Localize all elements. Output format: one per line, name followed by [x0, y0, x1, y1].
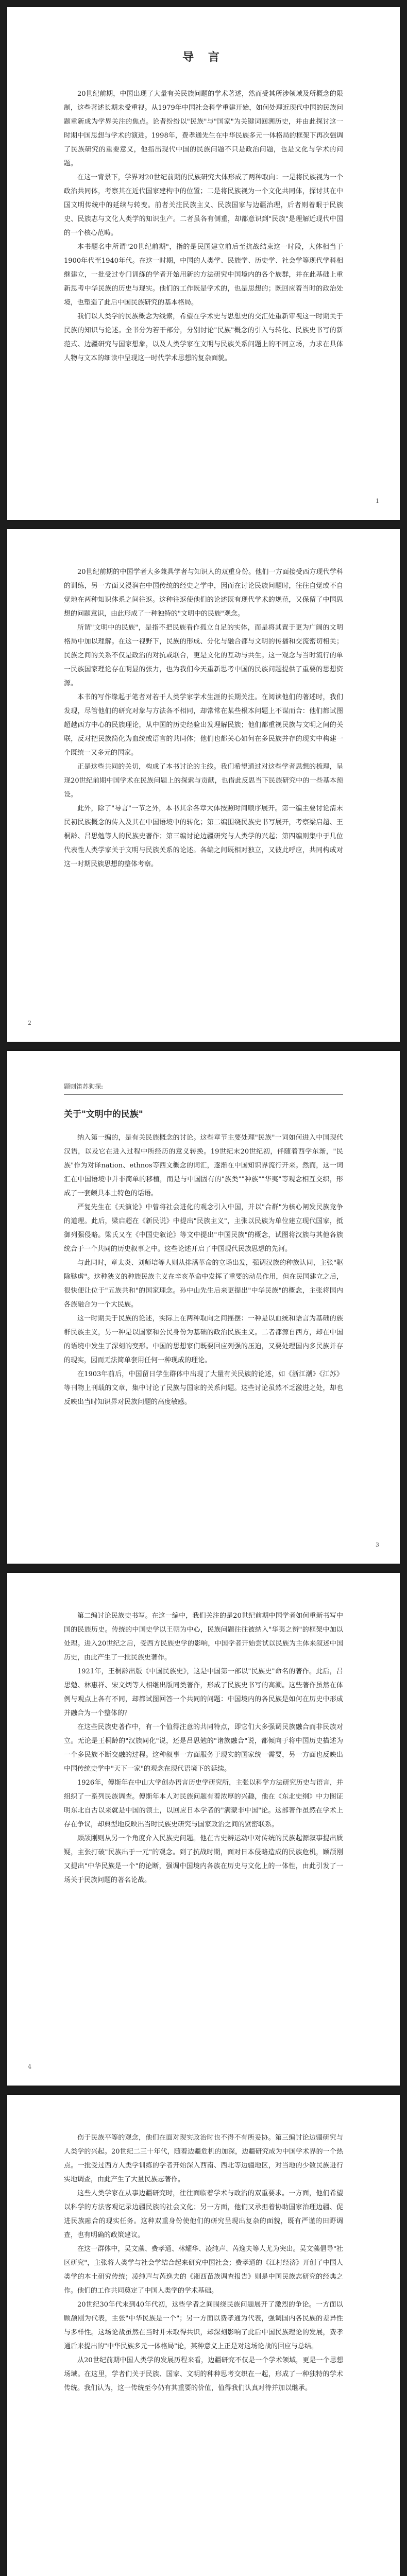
- paragraph: 此外，除了"导言"一节之外，本书其余各章大体按照时间顺序展开。第一编主要讨论清末民初民族概念的传入及其在中国语境中的转化；第二编围绕民族史书写展开，考察梁启超、王桐龄、吕思勉等人的民族史著作；第三编讨论边疆研究与人类学的兴起；第四编则集中于几位代表性人类学家关于文明与民族关系的论述。各编之间既相对独立，又彼此呼应，共同构成对这一时期民族思想的整体考察。: [64, 805, 343, 868]
- paragraph: 纳入第一编的，是有关民族概念的讨论。这些章节主要处理"民族"一词如何进入中国现代汉语，以及它在进入过程中所经历的意义转换。19世纪末20世纪初，伴随着西学东渐，"民族"作为对译nation、ethnos等西文概念的词汇，逐渐在中国知识界流行开来。然而，这一词汇在中国语境中并非简单的移植，而是与中国固有的"族类""种族""华夷"等观念相互交织，形成了一套颇具本土特色的话语。: [64, 1134, 343, 1197]
- paragraph: 20世纪30年代末到40年代初，这些学者之间围绕民族问题展开了激烈的争论。一方面以顾颉刚为代表，主张"中华民族是一个"；另一方面以费孝通为代表，强调国内各民族的差异性与多样性。这场论战虽然在当时并未取得共识，却深刻影响了此后中国民族理论的发展，费孝通后来提出的"中华民族多元一体格局"论，某种意义上正是对这场论战的回应与总结。: [64, 2301, 343, 2350]
- running-head: 题则笛苏狗探:: [64, 1083, 104, 1090]
- paragraph: 这一时期关于民族的论述，实际上在两种取向之间摇摆：一种是以血统和语言为基础的族群民族主义，另一种是以国家和公民身份为基础的政治民族主义。二者都源自西方，却在中国的语境中发生了深刻的变形。中国的思想家们既要回应列强的压迫，又要处理国内多民族并存的现实，因而无法简单套用任何一种现成的理论。: [64, 1315, 343, 1364]
- paragraph: 在这些民族史著作中，有一个值得注意的共同特点，即它们大多强调民族融合而非民族对立。无论是王桐龄的"汉族同化"说，还是吕思勉的"诸族融合"说，都倾向于将中国历史描述为一个多民族不断交融的过程。这种叙事一方面服务于现实的国家统一需要，另一方面也反映出中国传统史学中"天下一家"的观念在现代语境下的延续。: [64, 1723, 343, 1773]
- paragraph: 1921年，王桐龄出版《中国民族史》，这是中国第一部以"民族史"命名的著作。此后，吕思勉、林惠祥、宋文炳等人相继出版同类著作，形成了民族史书写的高潮。这些著作虽然在体例与观点上各有不同，却都试图回答一个共同的问题：中国境内的各民族是如何在历史中形成并融合为一个整体的？: [64, 1668, 343, 1717]
- paragraph: 这些人类学家在从事边疆研究时，往往面临着学术与政治的双重要求。一方面，他们希望以科学的方法客观记录边疆民族的社会文化；另一方面，他们又承担着协助国家治理边疆、促进民族融合的现实任务。这种双重身份使他们的研究呈现出复杂的面貌，既有严谨的田野调查，也有明确的政策建议。: [64, 2190, 343, 2239]
- page-5: [7, 2095, 400, 2576]
- paragraph: 严复先生在《天演论》中曾将社会进化的观念引入中国，并以"合群"为核心阐发民族竞争的道理。此后，梁启超在《新民说》中提出"民族主义"，主张以民族为单位建立现代国家，抵御列强侵略。梁氏又在《中国史叙论》等文中提出"中国民族"的概念，试图将汉族与其他各族统合于一个共同的历史叙事之中。这些论述开启了中国现代民族思想的先河。: [64, 1204, 343, 1253]
- section-title: 关于"文明中的民族": [64, 1109, 143, 1120]
- page-title: 导 言: [182, 50, 225, 64]
- paragraph: 正是这些共同的关切，构成了本书讨论的主线。我们希望通过对这些学者思想的梳理，呈现20世纪前期中国学术在民族问题上的探索与贡献，也借此反思当下民族研究中的一些基本预设。: [64, 763, 343, 799]
- page-1: [7, 7, 400, 520]
- paragraph: 20世纪前期，中国出现了大量有关民族问题的学术著述，然而受其所涉领域及所概念的限制，这些著述长期未受重视。从1979年中国社会科学重建开始，如何处理近现代中国的民族问题重新成为学界关注的焦点。论者纷纷以"民族"与"国家"为关键词回溯历史，并由此探讨这一时期中国思想与学术的演进。1998年，费孝通先生在中华民族多元一体格局的框架下再次强调了民族研究的重要意义，他指出现代中国的民族问题不只是政治问题，也是文化与学术的问题。: [64, 90, 343, 167]
- paragraph: 顾颉刚则从另一个角度介入民族史问题。他在古史辨运动中对传统的民族起源叙事提出质疑，主张打破"民族出于一元"的观念。到了抗战时期，面对日本侵略造成的民族危机，顾颉刚又提出"中华民族是一个"的论断，强调中国境内各族在历史与文化上的一体性，由此引发了一场关于民族问题的著名论战。: [64, 1835, 343, 1884]
- paragraph: 在1903年前后，中国留日学生群体中出现了大量有关民族的论述，如《浙江潮》《江苏》等刊物上刊载的文章，集中讨论了民族与国家的关系问题。这些讨论虽然不乏激进之处，却也反映出当时知识界对民族问题的高度敏感。: [64, 1370, 343, 1406]
- page-4: [7, 1573, 400, 2086]
- paragraph: 在这一背景下，学界对20世纪前期的民族研究大体形成了两种取向：一是将民族视为一个政治共同体，考察其在近代国家建构中的位置；二是将民族视为一个文化共同体，探讨其在中国文明传统中的延续与转变。前者关注民族主义、民族国家与边疆治理，后者则着眼于民族史、民族志与文化人类学的知识生产。二者虽各有侧重，却都意识到"民族"是理解近现代中国的一个核心范畴。: [64, 174, 343, 237]
- paragraph: 1926年，傅斯年在中山大学创办语言历史学研究所，主张以科学方法研究历史与语言，并组织了一系列民族调查。傅斯年本人对民族问题有着浓厚的兴趣，他在《东北史纲》中力图证明东北自古以来就是中国的领土，以回应日本学者的"满蒙非中国"论。这部著作虽然在学术上存在争议，却典型地反映出当时民族史研究与国家政治之间的紧密联系。: [64, 1779, 343, 1828]
- paragraph: 从20世纪前期中国人类学的发展历程来看，边疆研究不仅是一个学术领域，更是一个思想场域。在这里，学者们关于民族、国家、文明的种种思考交织在一起，形成了一种独特的学术传统。我们认为，这一传统至今仍有其重要的价值，值得我们认真对待并加以继承。: [64, 2357, 343, 2392]
- page-number: 2: [28, 1020, 31, 1026]
- page-3: [7, 1051, 400, 1564]
- page-2: [7, 529, 400, 1042]
- page-number: 3: [376, 1541, 379, 1548]
- paragraph: 第二编讨论民族史书写。在这一编中，我们关注的是20世纪前期中国学者如何重新书写中国的民族历史。传统的中国史学以王朝为中心，民族问题往往被纳入"华夷之辨"的框架中加以处理。进入20世纪之后，受西方民族史学的影响，中国学者开始尝试以民族为主体来叙述中国历史，由此产生了一批民族史著作。: [64, 1612, 343, 1662]
- header-rule: [64, 1094, 343, 1095]
- page-number: 1: [376, 498, 379, 504]
- paragraph: 伤于民族平等的观念，他们在面对现实政治时也不得不有所妥协。第三编讨论边疆研究与人类学的兴起。20世纪二三十年代，随着边疆危机的加深，边疆研究成为中国学术界的一个热点。一批受过西方人类学训练的学者开始深入西南、西北等边疆地区，对当地的少数民族进行实地调查，由此产生了大量民族志著作。: [64, 2134, 343, 2183]
- paragraph: 与此同时，章太炎、刘师培等人则从排满革命的立场出发，强调汉族的种族认同，主张"驱除鞑虏"。这种狭义的种族民族主义在辛亥革命中发挥了重要的动员作用，但在民国建立之后，很快便让位于"五族共和"的国家理念。孙中山先生后来更提出"中华民族"的概念，主张将国内各族融合为一个大民族。: [64, 1259, 343, 1309]
- paragraph: 我们以人类学的民族概念为线索，希望在学术史与思想史的交汇处重新审视这一时期关于民族的知识与论述。全书分为若干部分，分别讨论"民族"概念的引入与转化、民族史书写的新范式、边疆研究与国家想象，以及人类学家在文明与民族关系问题上的不同立场，力求在具体人物与文本的细读中呈现这一时代学术思想的复杂面貌。: [64, 313, 343, 362]
- paragraph: 所谓"文明中的民族"，是指不把民族看作孤立自足的实体，而是将其置于更为广阔的文明格局中加以理解。在这一视野下，民族的形成、分化与融合都与文明的传播和交流密切相关；民族之间的关系不仅是政治的对抗或联合，更是文化的互动与共生。这一观念与当时流行的单一民族国家理论存在明显的张力，也为我们今天重新思考中国的民族问题提供了重要的思想资源。: [64, 624, 343, 687]
- paragraph: 本书题名中所谓"20世纪前期"，指的是民国建立前后至抗战结束这一时段，大体相当于1900年代至1940年代。在这一时期，中国的人类学、民族学、历史学、社会学等现代学科相继建立，一批受过专门训练的学者开始用新的方法研究中国境内的各个族群，并在此基础上重新思考中华民族的历史与现实。他们的工作既是学术的，也是思想的；既回应着当时的政治处境，也塑造了此后中国民族研究的基本格局。: [64, 243, 343, 307]
- paragraph: 在这一群体中，吴文藻、费孝通、林耀华、凌纯声、芮逸夫等人尤为突出。吴文藻倡导"社区研究"，主张将人类学与社会学结合起来研究中国社会；费孝通的《江村经济》开创了中国人类学的本土研究传统；凌纯声与芮逸夫的《湘西苗族调查报告》则是中国民族志研究的经典之作。他们的工作共同奠定了中国人类学的学术基础。: [64, 2245, 343, 2295]
- page-number: 4: [28, 2063, 31, 2070]
- paragraph: 20世纪前期的中国学者大多兼具学者与知识人的双重身份。他们一方面接受西方现代学科的训练，另一方面又浸润在中国传统的经史之学中，因而在讨论民族问题时，往往自觉或不自觉地在两种知识体系之间往返。这种往返使他们的论述既有现代学术的规范，又保留了中国思想的问题意识，由此形成了一种独特的"文明中的民族"观念。: [64, 568, 343, 618]
- paragraph: 本书的写作缘起于笔者对若干人类学家学术生涯的长期关注。在阅读他们的著述时，我们发现，尽管他们的研究对象与方法各不相同，却常常在某些根本问题上不谋而合：他们都试图超越西方中心的民族理论，从中国的历史经验出发理解民族；他们都重视民族与文明之间的关联，反对把民族简化为血统或语言的共同体；他们也都关心如何在多民族并存的现实中构建一个既统一又多元的国家。: [64, 693, 343, 757]
